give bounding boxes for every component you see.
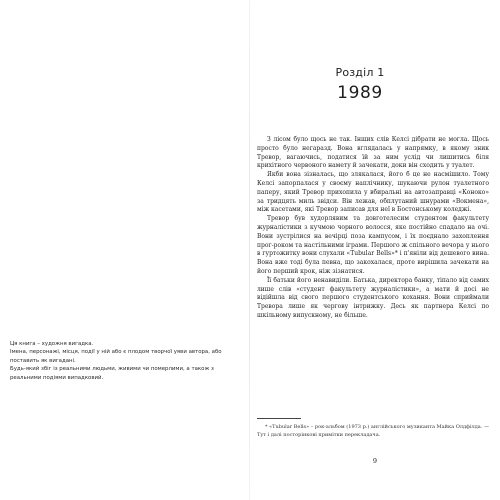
footnote-divider [257,418,301,419]
chapter-year: 1989 [337,83,383,103]
footnote-mark: * [265,424,268,430]
paragraph: Тревор був худорлявим та довготелесим студентом факультету журналістики з кучмою чорного волосся, яке постійно спадало на очі. Вони зустрілися на вечірці поза кампусом, і їх поєднало захоплення прог-роком та настільними іграми. Першого ж спільного вечора у нього в гуртожитку вони слухали «Tubular Bells»* і п'яніли від дешевого вина. Вона вже тоді була певна, що закохалася, проте вирішила зачекати на його перший крок, ніж зізнатися. [257,215,489,275]
disclaimer [10,340,245,382]
disclaimer-line: Ця книга – художня вигадка. [10,341,94,347]
chapter-body [257,136,489,321]
disclaimer-line: Імена, персонажі, місця, події у ній або є плодом творчої уяви автора, або поставить як вигадані. [10,349,222,364]
disclaimer-line: Будь-який збіг із реальними людьми, живими чи померлими, а також з реальними подіями випадковий. [10,366,214,381]
footnote [257,424,489,439]
paragraph: Її батьки його ненавиділи. Батька, директора банку, тіпало від самих лише слів «студент факультету журналістики», а мати й досі не відійшла від свого першого студентського кохання. Вони сприймали Тревора лише як чергову інтрижку. Десь як партнера Келсі по шкільному випускному, не більше. [257,276,489,319]
paragraph: Якби вона зізналась, що злякалася, його б це не насмішило. Тому Келсі запорпалася у своєму наплічнику, шукаючи рулон туалетного паперу, який Тревор прихопила у вбиральні на автозаправці «Коноко» за тридцять миль звідси. Він лежав, обплутаний шнурами «Вокмена», між касетами, які Тревор записав для неї в Бостонському коледжі. [257,171,489,214]
chapter-label: Розділ 1 [335,66,385,79]
book-spine [249,0,250,500]
footnote-text: «Tubular Bells» – рок-альбом (1973 р.) англійського музиканта Майка Олдфілда. — Тут і далі посторінкові примітки перекладача. [257,424,489,438]
page-number: 9 [372,457,378,465]
paragraph: З лісом було щось не так. Інших слів Келсі дібрати не могла. Щось просто було негаразд. Вона вглядалась у напрямку, в якому зник Тревор, вагаючись, податися їй за ним услід чи лишитись біля крихітного червоного намету й зачекати, доки він сходить у туалет. [257,136,489,170]
